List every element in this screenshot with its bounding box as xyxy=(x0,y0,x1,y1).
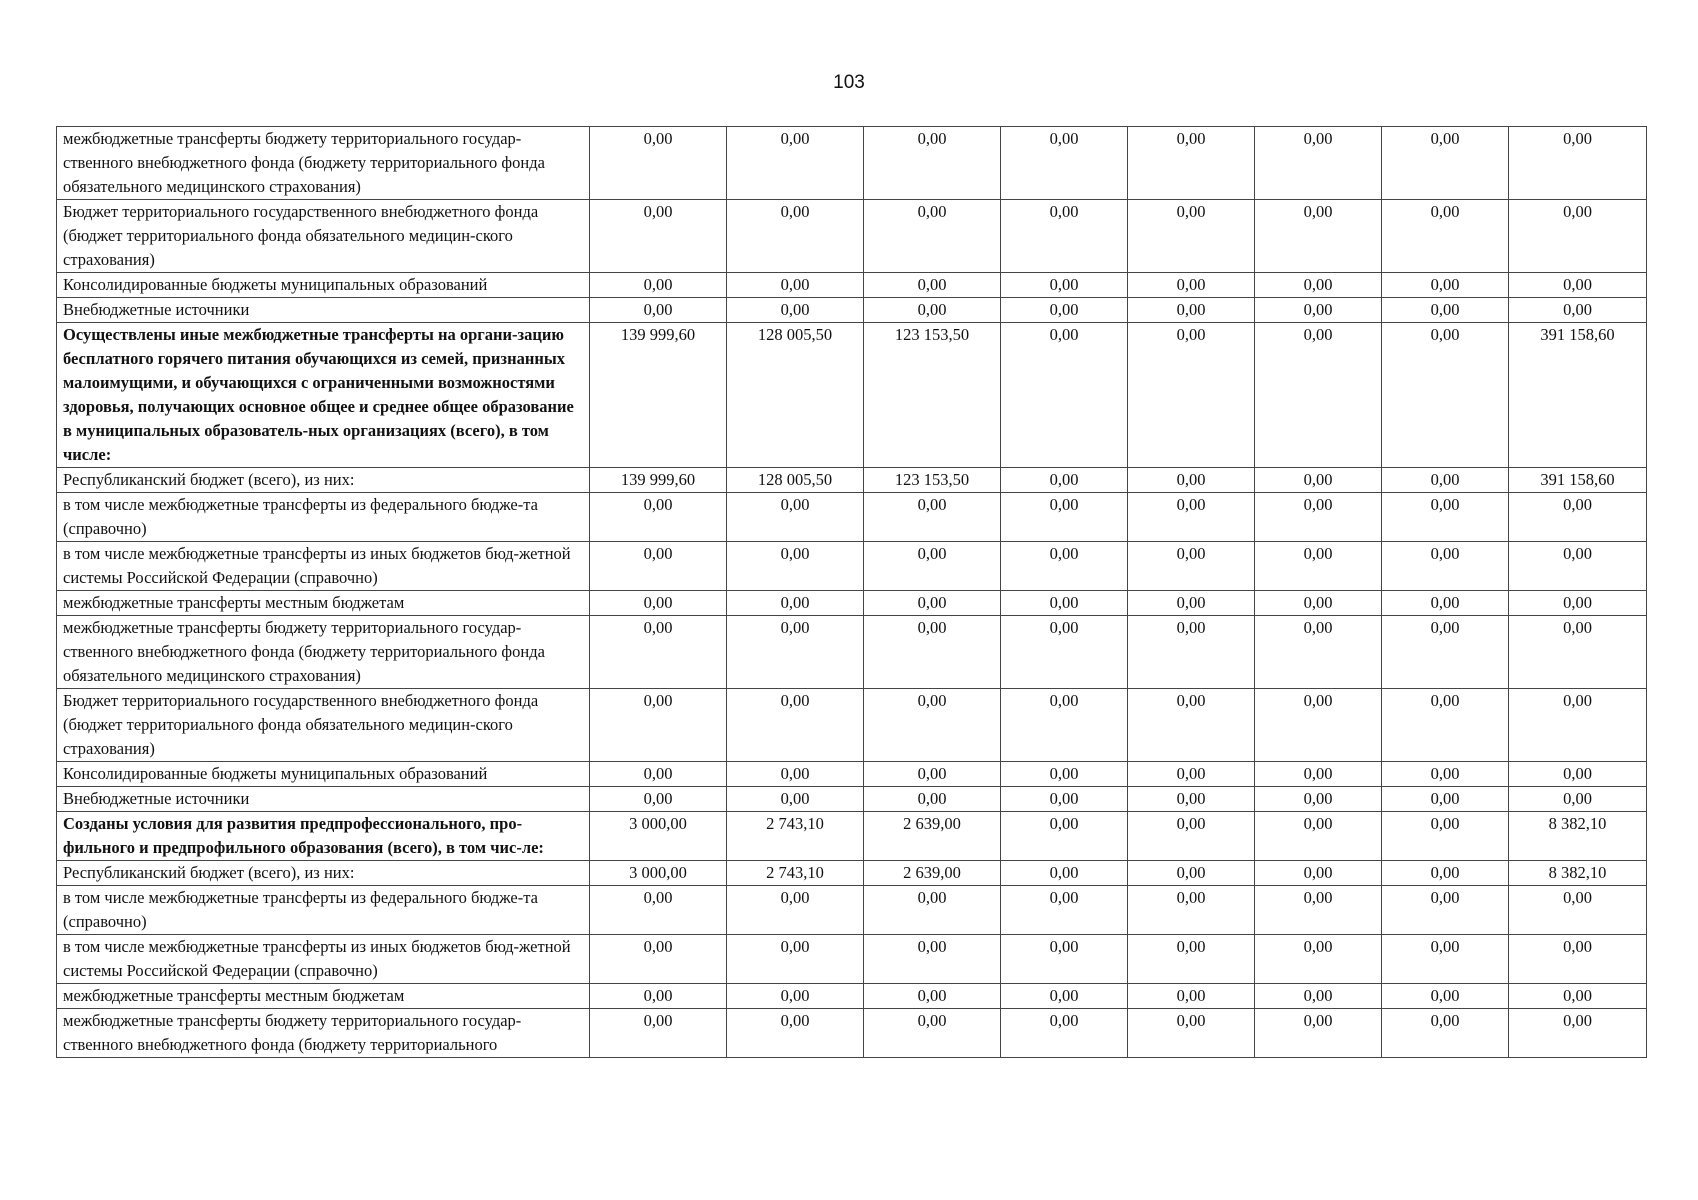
value-cell: 0,00 xyxy=(1382,298,1509,323)
value-cell: 2 639,00 xyxy=(864,861,1001,886)
value-cell: 0,00 xyxy=(1001,273,1128,298)
value-cell: 0,00 xyxy=(1382,984,1509,1009)
value-cell: 0,00 xyxy=(1255,812,1382,861)
row-description: Бюджет территориального государственного внебюджетного фонда (бюджет территориального фонда обязательного медицин-ского страхования) xyxy=(57,689,590,762)
value-cell: 0,00 xyxy=(1509,273,1647,298)
row-description: Республиканский бюджет (всего), из них: xyxy=(57,468,590,493)
value-cell: 0,00 xyxy=(1509,886,1647,935)
value-cell: 2 639,00 xyxy=(864,812,1001,861)
value-cell: 0,00 xyxy=(1255,1009,1382,1058)
value-cell: 0,00 xyxy=(864,591,1001,616)
value-cell: 0,00 xyxy=(1255,787,1382,812)
value-cell: 0,00 xyxy=(1509,984,1647,1009)
value-cell: 0,00 xyxy=(727,935,864,984)
value-cell: 0,00 xyxy=(727,787,864,812)
value-cell: 0,00 xyxy=(1382,689,1509,762)
value-cell: 0,00 xyxy=(1128,984,1255,1009)
value-cell: 0,00 xyxy=(727,689,864,762)
table-row xyxy=(57,1009,1647,1058)
value-cell: 0,00 xyxy=(1382,493,1509,542)
table-row xyxy=(57,762,1647,787)
value-cell: 0,00 xyxy=(1509,762,1647,787)
value-cell: 0,00 xyxy=(727,542,864,591)
value-cell: 0,00 xyxy=(590,984,727,1009)
value-cell: 0,00 xyxy=(1001,591,1128,616)
value-cell: 0,00 xyxy=(1128,861,1255,886)
table-row xyxy=(57,323,1647,468)
value-cell: 0,00 xyxy=(1001,812,1128,861)
value-cell: 0,00 xyxy=(1001,689,1128,762)
value-cell: 0,00 xyxy=(1001,762,1128,787)
value-cell: 0,00 xyxy=(727,1009,864,1058)
value-cell: 0,00 xyxy=(1001,1009,1128,1058)
value-cell: 0,00 xyxy=(590,298,727,323)
value-cell: 0,00 xyxy=(727,127,864,200)
table-row xyxy=(57,200,1647,273)
value-cell: 8 382,10 xyxy=(1509,812,1647,861)
row-description: в том числе межбюджетные трансферты из иных бюджетов бюд-жетной системы Российской Федерации (справочно) xyxy=(57,542,590,591)
row-description: межбюджетные трансферты бюджету территориального государ-ственного внебюджетного фонда (бюджету территориального xyxy=(57,1009,590,1058)
value-cell: 0,00 xyxy=(864,127,1001,200)
value-cell: 0,00 xyxy=(1509,616,1647,689)
value-cell: 123 153,50 xyxy=(864,468,1001,493)
value-cell: 0,00 xyxy=(590,787,727,812)
value-cell: 0,00 xyxy=(1255,935,1382,984)
value-cell: 0,00 xyxy=(1255,689,1382,762)
value-cell: 139 999,60 xyxy=(590,468,727,493)
value-cell: 0,00 xyxy=(1128,273,1255,298)
value-cell: 0,00 xyxy=(727,616,864,689)
row-description: межбюджетные трансферты бюджету территориального государ-ственного внебюджетного фонда (бюджету территориального фонда обязательного медицинского страхования) xyxy=(57,616,590,689)
value-cell: 0,00 xyxy=(1001,298,1128,323)
value-cell: 0,00 xyxy=(1382,787,1509,812)
value-cell: 2 743,10 xyxy=(727,861,864,886)
row-description: межбюджетные трансферты местным бюджетам xyxy=(57,984,590,1009)
value-cell: 0,00 xyxy=(1128,468,1255,493)
value-cell: 0,00 xyxy=(1001,984,1128,1009)
value-cell: 391 158,60 xyxy=(1509,468,1647,493)
row-description: Консолидированные бюджеты муниципальных образований xyxy=(57,273,590,298)
value-cell: 0,00 xyxy=(1255,323,1382,468)
table-row xyxy=(57,616,1647,689)
value-cell: 0,00 xyxy=(1382,323,1509,468)
value-cell: 0,00 xyxy=(590,493,727,542)
value-cell: 0,00 xyxy=(727,762,864,787)
value-cell: 0,00 xyxy=(1001,935,1128,984)
value-cell: 0,00 xyxy=(1255,762,1382,787)
value-cell: 0,00 xyxy=(1382,1009,1509,1058)
value-cell: 0,00 xyxy=(1382,886,1509,935)
table-row xyxy=(57,886,1647,935)
row-description: Консолидированные бюджеты муниципальных образований xyxy=(57,762,590,787)
value-cell: 0,00 xyxy=(1128,1009,1255,1058)
value-cell: 0,00 xyxy=(864,273,1001,298)
value-cell: 0,00 xyxy=(1128,542,1255,591)
budget-table xyxy=(56,126,1647,1058)
table-row xyxy=(57,812,1647,861)
value-cell: 0,00 xyxy=(1382,468,1509,493)
value-cell: 0,00 xyxy=(864,689,1001,762)
value-cell: 0,00 xyxy=(590,886,727,935)
value-cell: 0,00 xyxy=(590,1009,727,1058)
value-cell: 0,00 xyxy=(1382,542,1509,591)
row-description: Бюджет территориального государственного внебюджетного фонда (бюджет территориального фонда обязательного медицин-ского страхования) xyxy=(57,200,590,273)
value-cell: 0,00 xyxy=(1001,886,1128,935)
value-cell: 0,00 xyxy=(590,591,727,616)
value-cell: 128 005,50 xyxy=(727,323,864,468)
value-cell: 0,00 xyxy=(1255,886,1382,935)
value-cell: 0,00 xyxy=(1128,127,1255,200)
value-cell: 0,00 xyxy=(1128,591,1255,616)
row-description: в том числе межбюджетные трансферты из иных бюджетов бюд-жетной системы Российской Федерации (справочно) xyxy=(57,935,590,984)
value-cell: 0,00 xyxy=(590,689,727,762)
value-cell: 0,00 xyxy=(1255,591,1382,616)
table-row xyxy=(57,935,1647,984)
row-description: межбюджетные трансферты местным бюджетам xyxy=(57,591,590,616)
value-cell: 0,00 xyxy=(1001,127,1128,200)
value-cell: 0,00 xyxy=(864,616,1001,689)
value-cell: 0,00 xyxy=(1128,762,1255,787)
value-cell: 0,00 xyxy=(727,591,864,616)
value-cell: 0,00 xyxy=(1382,273,1509,298)
value-cell: 0,00 xyxy=(727,886,864,935)
table-row xyxy=(57,493,1647,542)
value-cell: 0,00 xyxy=(1255,298,1382,323)
value-cell: 0,00 xyxy=(1382,861,1509,886)
table-row xyxy=(57,127,1647,200)
value-cell: 0,00 xyxy=(1509,591,1647,616)
value-cell: 0,00 xyxy=(1128,493,1255,542)
value-cell: 0,00 xyxy=(590,616,727,689)
value-cell: 0,00 xyxy=(1382,935,1509,984)
value-cell: 0,00 xyxy=(1001,323,1128,468)
value-cell: 2 743,10 xyxy=(727,812,864,861)
value-cell: 0,00 xyxy=(1382,812,1509,861)
row-description: Внебюджетные источники xyxy=(57,298,590,323)
value-cell: 0,00 xyxy=(1001,616,1128,689)
value-cell: 0,00 xyxy=(1001,787,1128,812)
value-cell: 0,00 xyxy=(590,762,727,787)
table-row xyxy=(57,787,1647,812)
value-cell: 0,00 xyxy=(1382,591,1509,616)
table-row xyxy=(57,861,1647,886)
value-cell: 0,00 xyxy=(1382,762,1509,787)
value-cell: 0,00 xyxy=(864,762,1001,787)
value-cell: 0,00 xyxy=(1001,493,1128,542)
value-cell: 0,00 xyxy=(1255,273,1382,298)
value-cell: 0,00 xyxy=(590,127,727,200)
table-row xyxy=(57,273,1647,298)
value-cell: 0,00 xyxy=(1509,200,1647,273)
value-cell: 0,00 xyxy=(864,935,1001,984)
row-description: в том числе межбюджетные трансферты из федерального бюдже-та (справочно) xyxy=(57,886,590,935)
value-cell: 0,00 xyxy=(864,493,1001,542)
value-cell: 0,00 xyxy=(1128,787,1255,812)
value-cell: 0,00 xyxy=(1255,127,1382,200)
table-row xyxy=(57,689,1647,762)
value-cell: 391 158,60 xyxy=(1509,323,1647,468)
value-cell: 0,00 xyxy=(1255,984,1382,1009)
value-cell: 0,00 xyxy=(590,542,727,591)
value-cell: 0,00 xyxy=(1509,493,1647,542)
row-description: Республиканский бюджет (всего), из них: xyxy=(57,861,590,886)
value-cell: 0,00 xyxy=(1001,200,1128,273)
value-cell: 0,00 xyxy=(1001,542,1128,591)
row-description: Внебюджетные источники xyxy=(57,787,590,812)
value-cell: 0,00 xyxy=(1509,935,1647,984)
value-cell: 0,00 xyxy=(1255,468,1382,493)
value-cell: 3 000,00 xyxy=(590,861,727,886)
value-cell: 0,00 xyxy=(1255,542,1382,591)
value-cell: 0,00 xyxy=(1509,542,1647,591)
value-cell: 0,00 xyxy=(1128,200,1255,273)
value-cell: 0,00 xyxy=(727,273,864,298)
table-row xyxy=(57,542,1647,591)
value-cell: 0,00 xyxy=(1509,1009,1647,1058)
value-cell: 0,00 xyxy=(1128,886,1255,935)
value-cell: 123 153,50 xyxy=(864,323,1001,468)
value-cell: 0,00 xyxy=(727,298,864,323)
value-cell: 0,00 xyxy=(1509,689,1647,762)
value-cell: 0,00 xyxy=(590,200,727,273)
value-cell: 0,00 xyxy=(864,298,1001,323)
value-cell: 0,00 xyxy=(1001,468,1128,493)
table-row xyxy=(57,984,1647,1009)
value-cell: 0,00 xyxy=(1128,689,1255,762)
value-cell: 0,00 xyxy=(1128,323,1255,468)
value-cell: 0,00 xyxy=(1128,616,1255,689)
row-description: Созданы условия для развития предпрофессионального, про-фильного и предпрофильного образования (всего), в том чис-ле: xyxy=(57,812,590,861)
value-cell: 0,00 xyxy=(1255,616,1382,689)
page-number: 103 xyxy=(833,72,865,93)
value-cell: 0,00 xyxy=(1128,935,1255,984)
value-cell: 0,00 xyxy=(864,886,1001,935)
row-description: в том числе межбюджетные трансферты из федерального бюдже-та (справочно) xyxy=(57,493,590,542)
row-description: межбюджетные трансферты бюджету территориального государ-ственного внебюджетного фонда (бюджету территориального фонда обязательного медицинского страхования) xyxy=(57,127,590,200)
value-cell: 0,00 xyxy=(727,493,864,542)
value-cell: 0,00 xyxy=(1509,787,1647,812)
value-cell: 0,00 xyxy=(727,200,864,273)
value-cell: 0,00 xyxy=(590,273,727,298)
value-cell: 0,00 xyxy=(1382,127,1509,200)
value-cell: 0,00 xyxy=(1001,861,1128,886)
table-row xyxy=(57,468,1647,493)
value-cell: 0,00 xyxy=(1509,298,1647,323)
value-cell: 128 005,50 xyxy=(727,468,864,493)
value-cell: 0,00 xyxy=(864,200,1001,273)
value-cell: 0,00 xyxy=(1255,493,1382,542)
value-cell: 0,00 xyxy=(727,984,864,1009)
value-cell: 3 000,00 xyxy=(590,812,727,861)
value-cell: 0,00 xyxy=(1382,200,1509,273)
value-cell: 0,00 xyxy=(1255,861,1382,886)
value-cell: 0,00 xyxy=(864,984,1001,1009)
table-row xyxy=(57,591,1647,616)
value-cell: 139 999,60 xyxy=(590,323,727,468)
value-cell: 0,00 xyxy=(1382,616,1509,689)
value-cell: 0,00 xyxy=(590,935,727,984)
value-cell: 0,00 xyxy=(1255,200,1382,273)
row-description: Осуществлены иные межбюджетные трансферты на органи-зацию бесплатного горячего питания обучающихся из семей, признанных малоимущими, и обучающихся с ограниченными возможностями здоровья, получающих основное общее и среднее общее образование в муниципальных образователь-ных организациях (всего), в том числе: xyxy=(57,323,590,468)
value-cell: 0,00 xyxy=(864,787,1001,812)
table-body xyxy=(57,127,1647,1058)
value-cell: 8 382,10 xyxy=(1509,861,1647,886)
table-row xyxy=(57,298,1647,323)
value-cell: 0,00 xyxy=(1509,127,1647,200)
value-cell: 0,00 xyxy=(1128,812,1255,861)
value-cell: 0,00 xyxy=(864,542,1001,591)
value-cell: 0,00 xyxy=(1128,298,1255,323)
value-cell: 0,00 xyxy=(864,1009,1001,1058)
